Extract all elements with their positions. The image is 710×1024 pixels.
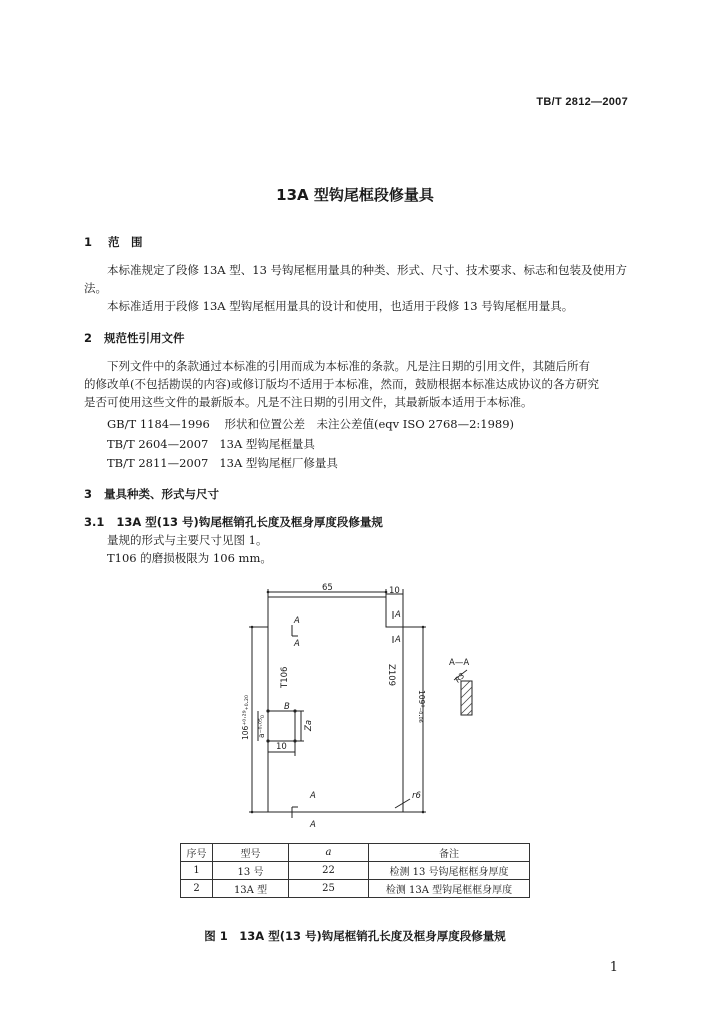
table-cell: 检测 13A 型钩尾框框身厚度 xyxy=(369,880,530,898)
table-header: 型号 xyxy=(213,844,289,862)
reference-code: GB/T 1184—1996 xyxy=(107,417,210,431)
dimension-65-label: 65 xyxy=(322,583,333,593)
label-t106: T106 xyxy=(280,666,290,688)
section-mark-a: A xyxy=(395,635,401,645)
figure-caption: 图 1 13A 型(13 号)钩尾框销孔长度及框身厚度段修量规 xyxy=(204,929,506,943)
s1-paragraph-2: 本标准适用于段修 13A 型钩尾框用量具的设计和使用，也适用于段修 13 号钩尾框用量具。 xyxy=(107,299,574,313)
table-header: 备注 xyxy=(369,844,530,862)
section-1-title: 范 围 xyxy=(108,235,143,249)
reference-name: 形状和位置公差 未注公差值(eqv ISO 2768—2:1989) xyxy=(224,417,515,431)
inner-cutout xyxy=(268,711,295,741)
label-r3: R3 xyxy=(453,670,467,685)
s2-paragraph-line-2: 的修改单(不包括勘误的内容)或修订版均不适用于本标准，然而，鼓励根据本标准达成协议的各方研究 xyxy=(84,377,599,391)
reference-code: TB/T 2604—2007 xyxy=(107,437,209,451)
standard-number: TB/T 2812—2007 xyxy=(536,96,628,108)
section-mark-a: A xyxy=(395,610,401,620)
table-header: a xyxy=(289,844,369,862)
section-mark-a: A xyxy=(310,820,316,830)
s2-paragraph-line-3: 是否可使用这些文件的最新版本。凡是不注日期的引用文件，其最新版本适用于本标准。 xyxy=(84,395,533,409)
table-header-row xyxy=(181,844,530,862)
section-3-1-number: 3.1 xyxy=(84,515,105,529)
dimension-106-label: 106⁺⁰·²⁹₊₀.₂₀ xyxy=(241,694,250,740)
section-profile xyxy=(461,681,472,715)
table-cell: 检测 13 号钩尾框框身厚度 xyxy=(369,862,530,880)
table-cell: 22 xyxy=(289,862,369,880)
label-b: B xyxy=(284,702,290,712)
section-3-1-title: 13A 型(13 号)钩尾框销孔长度及框身厚度段修量规 xyxy=(116,515,383,529)
label-a-tolerance: a⁻⁰·⁰⁵₀ xyxy=(257,715,266,738)
dimension-10-bottom-label: 10 xyxy=(276,742,287,752)
section-2-title: 规范性引用文件 xyxy=(104,331,185,345)
section-2-number: 2 xyxy=(84,331,93,345)
page-title: 13A 型钩尾框段修量具 xyxy=(276,186,434,204)
section-mark-a: A xyxy=(310,791,316,801)
dimension-109-label: 109⁰₋₀.₀₆ xyxy=(417,690,426,723)
dimension-10-top-label: 10 xyxy=(389,586,400,596)
section-mark-a: A xyxy=(294,616,300,626)
reference-name: 13A 型钩尾框厂修量具 xyxy=(219,456,338,470)
label-r6: r6 xyxy=(412,791,421,801)
s3-1-paragraph-2: T106 的磨损极限为 106 mm。 xyxy=(107,551,272,565)
dimension-table xyxy=(180,843,530,898)
table-cell: 2 xyxy=(181,880,213,898)
table-cell: 13A 型 xyxy=(213,880,289,898)
section-3-title: 量具种类、形式与尺寸 xyxy=(104,487,220,501)
reference-code: TB/T 2811—2007 xyxy=(107,456,209,470)
section-3-number: 3 xyxy=(84,487,93,501)
table-row xyxy=(181,880,530,898)
s2-paragraph-line-1: 下列文件中的条款通过本标准的引用而成为本标准的条款。凡是注日期的引用文件，其随后所有 xyxy=(107,359,590,373)
reference-name: 13A 型钩尾框量具 xyxy=(219,437,315,451)
table-cell: 13 号 xyxy=(213,862,289,880)
label-z109: Z109 xyxy=(386,664,396,687)
section-1-number: 1 xyxy=(84,235,93,249)
section-mark-a: A xyxy=(294,639,300,649)
table-row xyxy=(181,862,530,880)
section-label-a-a: A—A xyxy=(449,658,470,668)
s1-paragraph-1-line-2: 法。 xyxy=(84,281,107,295)
page-number: 1 xyxy=(609,960,618,975)
table-header: 序号 xyxy=(181,844,213,862)
table-cell: 25 xyxy=(289,880,369,898)
s1-paragraph-1-line-1: 本标准规定了段修 13A 型、13 号钩尾框用量具的种类、形式、尺寸、技术要求、标志和包装及使用方 xyxy=(107,263,628,277)
table-cell: 1 xyxy=(181,862,213,880)
s3-1-paragraph-1: 量规的形式与主要尺寸见图 1。 xyxy=(107,533,268,547)
label-za: Za xyxy=(304,719,314,731)
